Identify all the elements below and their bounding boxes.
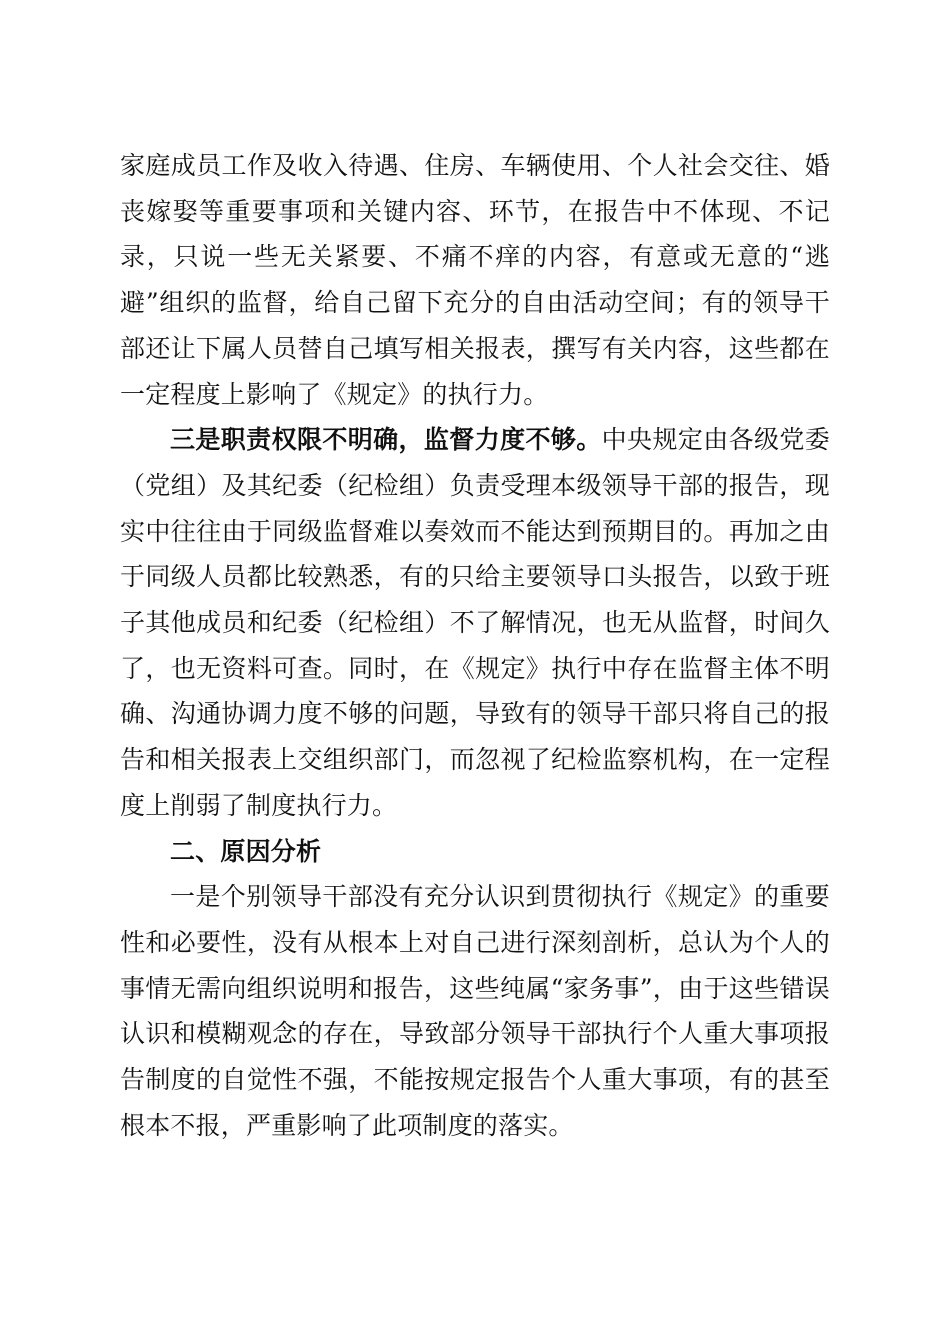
paragraph-continuation <box>120 143 830 417</box>
paragraph-text: 一是个别领导干部没有充分认识到贯彻执行《规定》的重要性和必要性，没有从根本上对自己进行深刻剖析，总认为个人的事情无需向组织说明和报告，这些纯属“家务事”，由于这些错误认识和模糊观念的存在，导致部分领导干部执行个人重大事项报告制度的自觉性不强，不能按规定报告个人重大事项，有的甚至根本不报，严重影响了此项制度的落实。 <box>120 882 830 1140</box>
section-heading: 二、原因分析 <box>170 836 322 866</box>
document-body <box>120 143 830 1148</box>
paragraph-text: 中央规定由各级党委（党组）及其纪委（纪检组）负责受理本级领导干部的报告，现实中往往由于同级监督难以奏效而不能达到预期目的。再加之由于同级人员都比较熟悉，有的只给主要领导口头报告，以致于班子其他成员和纪委（纪检组）不了解情况，也无从监督，时间久了，也无资料可查。同时，在《规定》执行中存在监督主体不明确、沟通协调力度不够的问题，导致有的领导干部只将自己的报告和相关报表上交组织部门，而忽视了纪检监察机构，在一定程度上削弱了制度执行力。 <box>120 425 830 820</box>
paragraph-responsibility <box>120 417 830 828</box>
paragraph-lead: 三是职责权限不明确，监督力度不够。 <box>170 425 602 455</box>
paragraph-text: 家庭成员工作及收入待遇、住房、车辆使用、个人社会交往、婚丧嫁娶等重要事项和关键内容、环节，在报告中不体现、不记录，只说一些无关紧要、不痛不痒的内容，有意或无意的“逃避”组织的监督，给自己留下充分的自由活动空间；有的领导干部还让下属人员替自己填写相关报表，撰写有关内容，这些都在一定程度上影响了《规定》的执行力。 <box>120 151 830 409</box>
paragraph-cause-one <box>120 874 830 1148</box>
